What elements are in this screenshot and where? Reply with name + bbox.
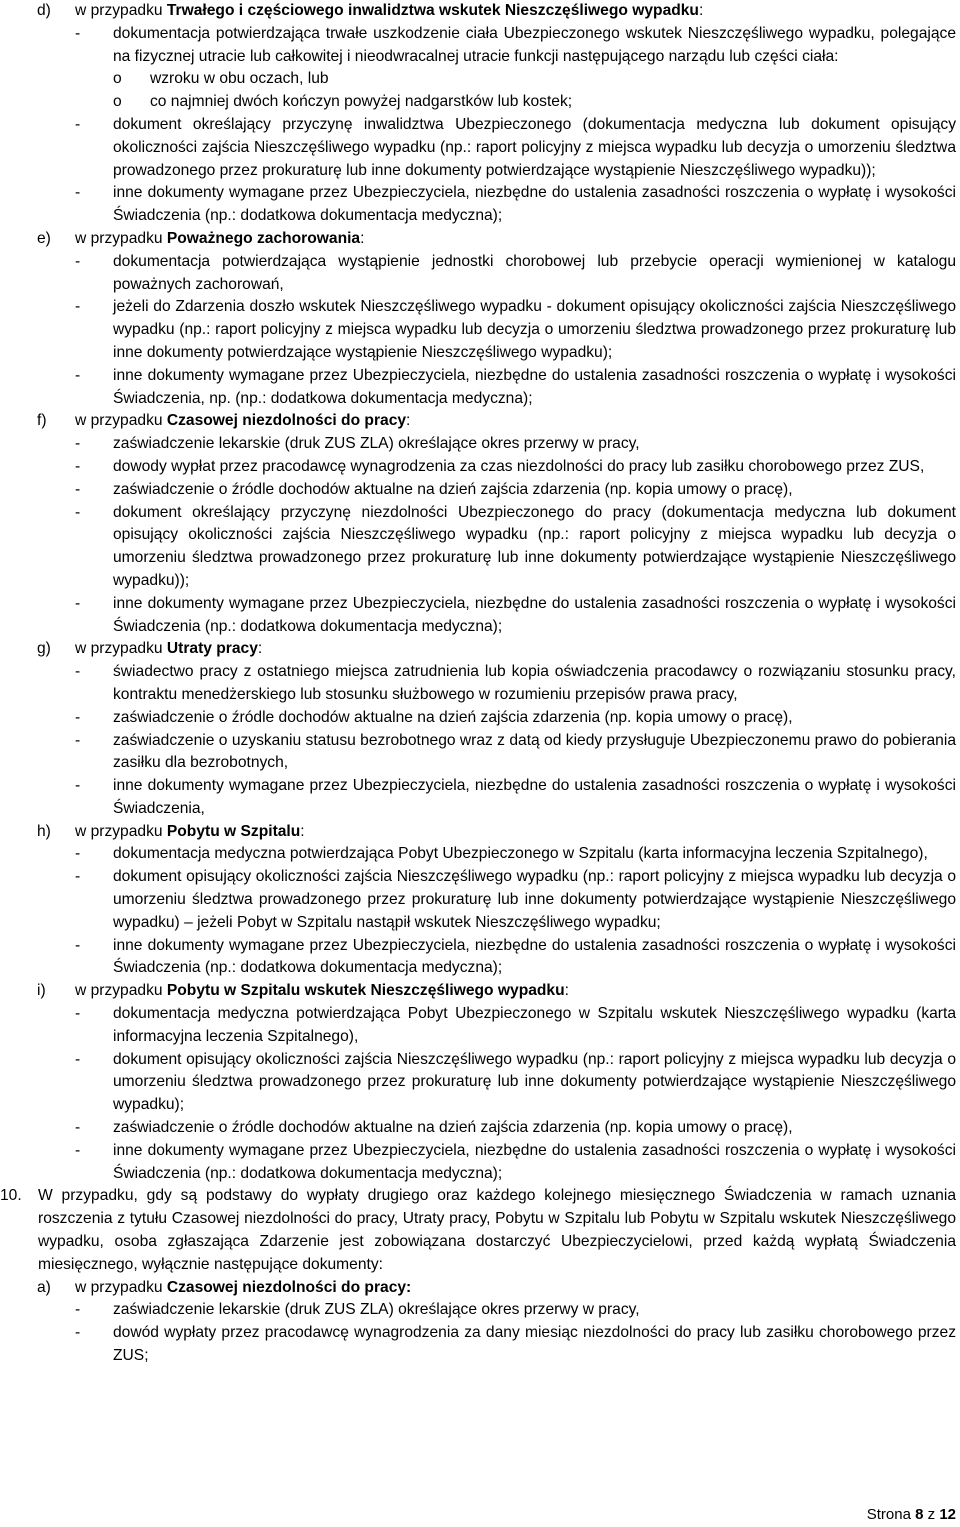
list-item — [75, 775, 960, 821]
section-heading-prefix: w przypadku — [75, 229, 167, 247]
section-heading-suffix: : — [406, 412, 411, 430]
section-letter: e) — [37, 229, 51, 247]
list-item-text: zaświadczenie o źródle dochodów aktualne na dzień zajścia zdarzenia (np. kopia umowy o pracę), — [113, 1119, 793, 1137]
dash-bullet: - — [75, 115, 81, 133]
section-letter: a) — [37, 1278, 51, 1296]
list-item — [75, 707, 960, 730]
list-item-text: zaświadczenie o źródle dochodów aktualne na dzień zajścia zdarzenia (np. kopia umowy o pracę), — [113, 480, 793, 498]
list-section — [0, 0, 960, 228]
list-item-text: zaświadczenie lekarskie (druk ZUS ZLA) określające okres przerwy w pracy, — [113, 435, 640, 453]
dash-bullet: - — [75, 731, 81, 749]
list-item — [75, 114, 960, 182]
footer-page-total: 12 — [939, 1506, 956, 1523]
section-letter: i) — [37, 982, 46, 1000]
section-letter: f) — [37, 412, 47, 430]
numbered-paragraph — [0, 1185, 960, 1276]
section-heading — [37, 821, 960, 844]
list-item-text: dokument opisujący okoliczności zajścia Nieszczęśliwego wypadku (np.: raport policyjny z miejsca wypadku lub decyzja o umorzeniu śledztwa prowadzonego przez prokuraturę lub inne dokumenty potwierdzające wystąpienie Nieszczęśliwego wypadku); — [113, 1050, 956, 1114]
section-heading — [37, 0, 960, 23]
section-letter: g) — [37, 640, 51, 658]
dash-bullet: - — [75, 1324, 81, 1342]
list-item-text: inne dokumenty wymagane przez Ubezpieczyciela, niezbędne do ustalenia zasadności roszczenia o wypłatę i wysokości Świadczenia (np.: dodatkowa dokumentacja medyczna); — [113, 594, 956, 635]
list-item — [75, 1299, 960, 1322]
sub-list-item — [75, 68, 960, 91]
dash-bullet: - — [75, 708, 81, 726]
dash-bullet: - — [75, 503, 81, 521]
dash-bullet: - — [75, 457, 81, 475]
section-heading-suffix: : — [360, 229, 365, 247]
list-item-text: dokument określający przyczynę inwalidztwa Ubezpieczonego (dokumentacja medyczna lub dokument opisujący okoliczności zajścia Nieszczęśliwego wypadku (np.: raport policyjny z miejsca wypadku lub decyzja o umorzeniu śledztwa prowadzonego przez prokuraturę lub inne dokumenty potwierdzające wystąpienie Nieszczęśliwego wypadku)); — [113, 115, 956, 179]
dash-bullet: - — [75, 777, 81, 795]
section-heading — [37, 1277, 960, 1300]
section-heading-title: Czasowej niezdolności do pracy: — [166, 1278, 412, 1296]
section-heading-title: Poważnego zachorowania — [166, 229, 361, 247]
section-heading-title: Utraty pracy — [166, 640, 258, 658]
list-item-text: jeżeli do Zdarzenia doszło wskutek Nieszczęśliwego wypadku - dokument opisujący okoliczności zajścia Nieszczęśliwego wypadku (np.: raport policyjny z miejsca wypadku lub decyzja o umorzeniu śledztwa prowadzonego przez prokuraturę lub inne dokumenty potwierdzające wystąpienie Nieszczęśliwego wypadku); — [113, 298, 956, 361]
list-item-text: dokumentacja medyczna potwierdzająca Pobyt Ubezpieczonego w Szpitalu (karta informacyjna leczenia Szpitalnego), — [113, 845, 928, 863]
list-item-text: inne dokumenty wymagane przez Ubezpieczyciela, niezbędne do ustalenia zasadności roszczenia o wypłatę i wysokości Świadczenia (np.: dodatkowa dokumentacja medyczna); — [113, 184, 956, 225]
list-section — [0, 228, 960, 410]
list-item-text: dokumentacja medyczna potwierdzająca Pobyt Ubezpieczonego w Szpitalu wskutek Nieszczęśliwego wypadku (karta informacyjna leczenia Szpitalnego), — [113, 1005, 956, 1045]
dash-bullet: - — [75, 1005, 81, 1023]
list-section — [0, 638, 960, 820]
list-section — [0, 1277, 960, 1368]
section-heading-prefix: w przypadku — [75, 982, 167, 1000]
list-item-text: dowód wypłaty przez pracodawcę wynagrodzenia za dany miesiąc niezdolności do pracy lub zasiłku chorobowego przez ZUS; — [113, 1324, 956, 1365]
section-heading — [37, 980, 960, 1003]
section-heading-suffix: : — [698, 2, 704, 19]
circle-bullet: o — [113, 70, 122, 88]
list-item-text: dokument opisujący okoliczności zajścia Nieszczęśliwego wypadku (np.: raport policyjny z miejsca wypadku lub decyzja o umorzeniu śledztwa prowadzonego przez prokuraturę lub inne dokumenty potwierdzające wystąpienie Nieszczęśliwego wypadku) – jeżeli Pobyt w Szpitalu nastąpił wskutek Nieszczęśliwego wypadku; — [113, 868, 956, 931]
dash-bullet: - — [75, 1119, 81, 1137]
section-letter: h) — [37, 822, 51, 840]
section-heading-prefix: w przypadku — [75, 640, 167, 658]
list-item — [75, 365, 960, 411]
dash-bullet: - — [75, 252, 81, 270]
section-heading-title: Pobytu w Szpitalu — [166, 822, 301, 840]
footer-prefix: Strona — [866, 1506, 916, 1523]
footer-page-number: 8 — [915, 1506, 924, 1523]
dash-bullet: - — [75, 366, 81, 384]
list-item — [75, 296, 960, 364]
section-heading-prefix: w przypadku — [75, 2, 167, 19]
dash-bullet: - — [75, 435, 81, 453]
list-item — [75, 843, 960, 866]
circle-bullet: o — [113, 93, 122, 111]
section-heading-title: Trwałego i częściowego inwalidztwa wskutek Nieszczęśliwego wypadku — [166, 2, 699, 19]
section-heading — [37, 638, 960, 661]
list-item-text: zaświadczenie o uzyskaniu statusu bezrobotnego wraz z datą od kiedy przysługuje Ubezpieczonemu prawo do pobierania zasiłku dla bezrobotnych, — [113, 731, 956, 772]
dash-bullet: - — [75, 298, 81, 316]
list-section — [0, 980, 960, 1185]
list-item — [75, 433, 960, 456]
paragraph-text: W przypadku, gdy są podstawy do wypłaty drugiego oraz każdego kolejnego miesięcznego Świadczenia w ramach uznania roszczenia z tytułu Czasowej niezdolności do pracy, Utraty pracy, Pobytu w Szpitalu lub Pobytu w Szpitalu wskutek Nieszczęśliwego wypadku, osoba zgłaszająca Zdarzenie jest zobowiązana dostarczyć Ubezpieczycielowi, przed każdą wypłatą Świadczenia miesięcznego, wyłącznie następujące dokumenty: — [38, 1187, 956, 1273]
list-item-text: dowody wypłat przez pracodawcę wynagrodzenia za czas niezdolności do pracy lub zasiłku chorobowego przez ZUS, — [113, 457, 925, 475]
list-item — [75, 593, 960, 639]
list-section — [0, 821, 960, 981]
list-section — [0, 410, 960, 638]
paragraph-number: 10. — [0, 1187, 22, 1205]
list-item-text: zaświadczenie lekarskie (druk ZUS ZLA) określające okres przerwy w pracy, — [113, 1301, 640, 1319]
list-item — [75, 1117, 960, 1140]
dash-bullet: - — [75, 1141, 81, 1159]
section-heading-prefix: w przypadku — [75, 412, 167, 430]
list-item-text: inne dokumenty wymagane przez Ubezpieczyciela, niezbędne do ustalenia zasadności roszczenia o wypłatę i wysokości Świadczenia (np.: dodatkowa dokumentacja medyczna); — [113, 936, 956, 977]
dash-bullet: - — [75, 24, 81, 42]
dash-bullet: - — [75, 594, 81, 612]
list-item-text: dokument określający przyczynę niezdolności Ubezpieczonego do pracy (dokumentacja medyczna lub dokument opisujący okoliczności zajścia Nieszczęśliwego wypadku (np.: raport policyjny z miejsca wypadku lub decyzja o umorzeniu śledztwa prowadzonego przez prokuraturę lub inne dokumenty potwierdzające wystąpienie Nieszczęśliwego wypadku)); — [113, 503, 956, 589]
section-heading-title: Czasowej niezdolności do pracy — [166, 412, 407, 430]
dash-bullet: - — [75, 936, 81, 954]
dash-bullet: - — [75, 480, 81, 498]
section-heading-suffix: : — [300, 822, 305, 840]
list-item — [75, 23, 960, 69]
list-item-text: dokumentacja potwierdzająca wystąpienie jednostki chorobowej lub przebycie operacji wymienionej w katalogu poważnych zachorowań, — [113, 252, 956, 293]
section-heading-suffix: : — [257, 640, 263, 658]
section-heading — [37, 228, 960, 251]
dash-bullet: - — [75, 868, 81, 886]
list-item — [75, 182, 960, 228]
list-item-text: świadectwo pracy z ostatniego miejsca zatrudnienia lub kopia oświadczenia pracodawcy o rozwiązaniu stosunku pracy, kontraktu menedżerskiego lub stosunku służbowego w rozumieniu przepisów prawa pracy, — [113, 663, 956, 703]
dash-bullet: - — [75, 184, 81, 202]
list-item — [75, 866, 960, 934]
section-letter: d) — [37, 2, 51, 19]
list-item — [75, 479, 960, 502]
page-footer — [867, 1505, 956, 1525]
list-item — [75, 1140, 960, 1186]
list-item-text: zaświadczenie o źródle dochodów aktualne na dzień zajścia zdarzenia (np. kopia umowy o pracę), — [113, 708, 793, 726]
sub-list-item-text: co najmniej dwóch kończyn powyżej nadgarstków lub kostek; — [150, 93, 573, 111]
dash-bullet: - — [75, 1050, 81, 1068]
footer-separator: z — [923, 1506, 940, 1523]
sub-list-item — [75, 91, 960, 114]
section-heading — [37, 410, 960, 433]
dash-bullet: - — [75, 663, 81, 681]
section-heading-title: Pobytu w Szpitalu wskutek Nieszczęśliwego wypadku — [166, 982, 565, 1000]
section-heading-prefix: w przypadku — [75, 822, 167, 840]
list-item — [75, 456, 960, 479]
dash-bullet: - — [75, 845, 81, 863]
list-item — [75, 1049, 960, 1117]
list-item — [75, 1322, 960, 1368]
list-item — [75, 730, 960, 776]
sub-list-item-text: wzroku w obu oczach, lub — [150, 70, 329, 88]
dash-bullet: - — [75, 1301, 81, 1319]
list-item — [75, 1003, 960, 1049]
list-item — [75, 935, 960, 981]
list-item — [75, 251, 960, 297]
section-heading-prefix: w przypadku — [75, 1278, 167, 1296]
list-item — [75, 661, 960, 707]
list-item-text: inne dokumenty wymagane przez Ubezpieczyciela, niezbędne do ustalenia zasadności roszczenia o wypłatę i wysokości Świadczenia, np. (np.: dodatkowa dokumentacja medyczna); — [113, 366, 956, 407]
list-item-text: inne dokumenty wymagane przez Ubezpieczyciela, niezbędne do ustalenia zasadności roszczenia o wypłatę i wysokości Świadczenia (np.: dodatkowa dokumentacja medyczna); — [113, 1141, 956, 1182]
list-item — [75, 502, 960, 593]
list-item-text: inne dokumenty wymagane przez Ubezpieczyciela, niezbędne do ustalenia zasadności roszczenia o wypłatę i wysokości Świadczenia, — [113, 777, 956, 817]
section-heading-suffix: : — [564, 982, 569, 1000]
list-item-text: dokumentacja potwierdzająca trwałe uszkodzenie ciała Ubezpieczonego wskutek Nieszczęśliwego wypadku, polegające na fizycznej utracie lub całkowitej i nieodwracalnej utracie funkcji następującego narządu lub części ciała: — [113, 24, 956, 65]
